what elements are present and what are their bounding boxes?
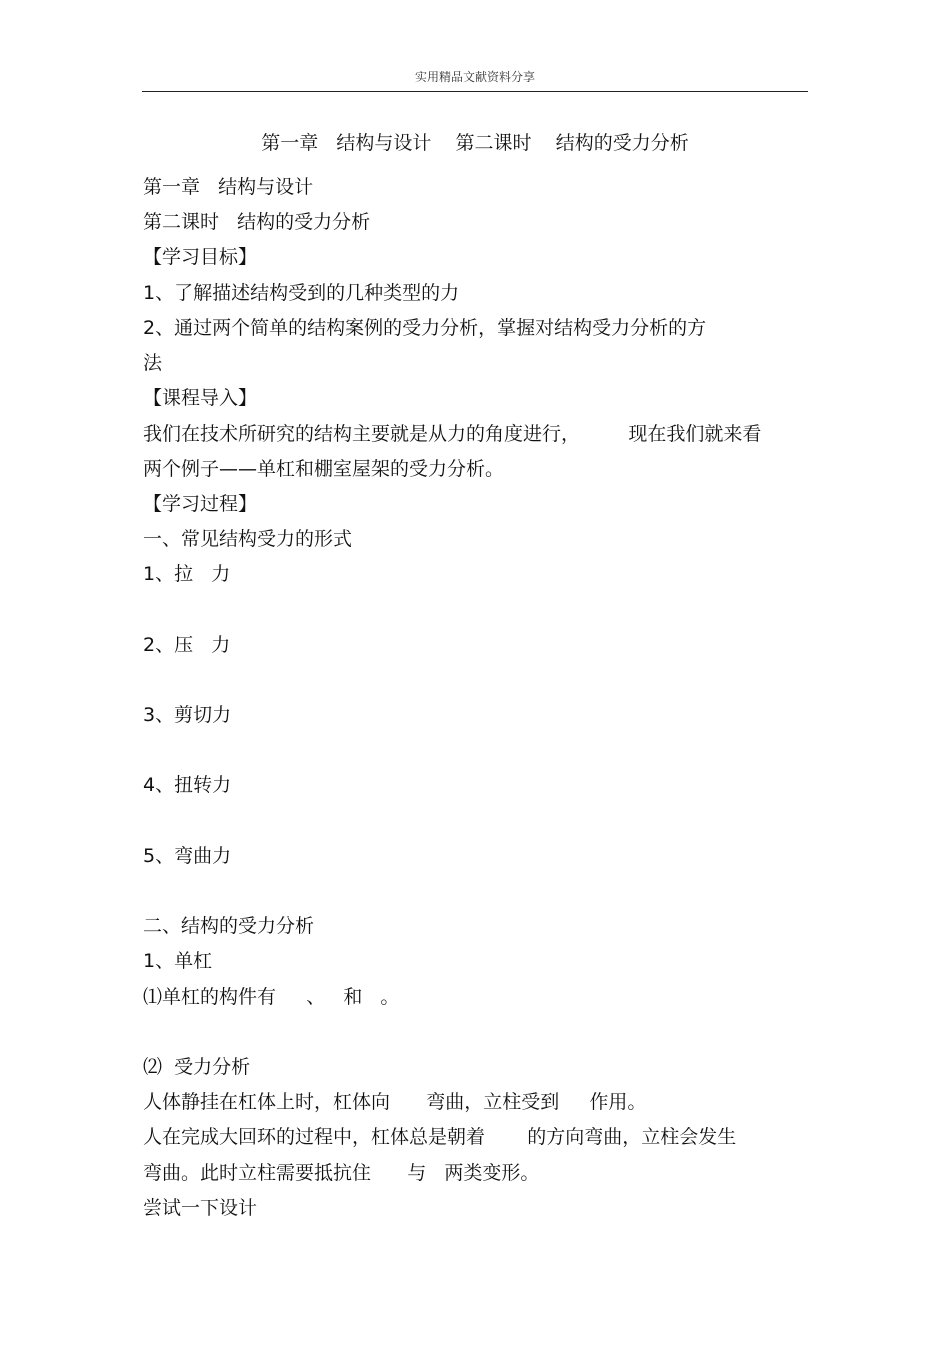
subsection-heading: 二、结构的受力分析 bbox=[143, 915, 315, 937]
force-type-item: 3、剪切力 bbox=[143, 704, 232, 726]
fill-in-question: 人体静挂在杠体上时，杠体向 弯曲，立柱受到 作用。 bbox=[143, 1091, 647, 1113]
document-title: 第一章 结构与设计 第二课时 结构的受力分析 bbox=[261, 132, 689, 154]
subsection-heading: 一、常见结构受力的形式 bbox=[143, 528, 353, 550]
force-type-item: 4、扭转力 bbox=[143, 774, 232, 796]
force-type-item: 2、压 力 bbox=[143, 634, 231, 656]
lesson-heading: 第二课时 结构的受力分析 bbox=[143, 211, 371, 233]
header-divider bbox=[142, 91, 808, 92]
design-prompt: 尝试一下设计 bbox=[143, 1197, 258, 1219]
case-heading: 1、单杠 bbox=[143, 950, 213, 972]
objective-item: 2、通过两个简单的结构案例的受力分析，掌握对结构受力分析的方 bbox=[143, 317, 707, 339]
fill-in-question: 人在完成大回环的过程中，杠体总是朝着 的方向弯曲，立柱会发生 bbox=[143, 1126, 737, 1148]
objective-item: 1、了解描述结构受到的几种类型的力 bbox=[143, 282, 460, 304]
intro-paragraph-line: 我们在技术所研究的结构主要就是从力的角度进行， 现在我们就来看 bbox=[143, 423, 762, 445]
analysis-heading: ⑵ 受力分析 bbox=[143, 1056, 251, 1078]
page-header: 实用精品文献资料分享 bbox=[414, 70, 535, 84]
force-type-item: 1、拉 力 bbox=[143, 563, 231, 585]
chapter-heading: 第一章 结构与设计 bbox=[143, 176, 314, 198]
section-heading-intro: 【课程导入】 bbox=[143, 387, 258, 409]
fill-in-question: ⑴单杠的构件有 、 和 。 bbox=[143, 986, 400, 1008]
section-heading-objectives: 【学习目标】 bbox=[143, 246, 258, 268]
intro-paragraph-line: 两个例子——单杠和棚室屋架的受力分析。 bbox=[143, 458, 505, 480]
fill-in-question: 弯曲。此时立柱需要抵抗住 与 两类变形。 bbox=[143, 1162, 540, 1184]
objective-item-continued: 法 bbox=[143, 352, 163, 374]
force-type-item: 5、弯曲力 bbox=[143, 845, 232, 867]
section-heading-process: 【学习过程】 bbox=[143, 493, 258, 515]
